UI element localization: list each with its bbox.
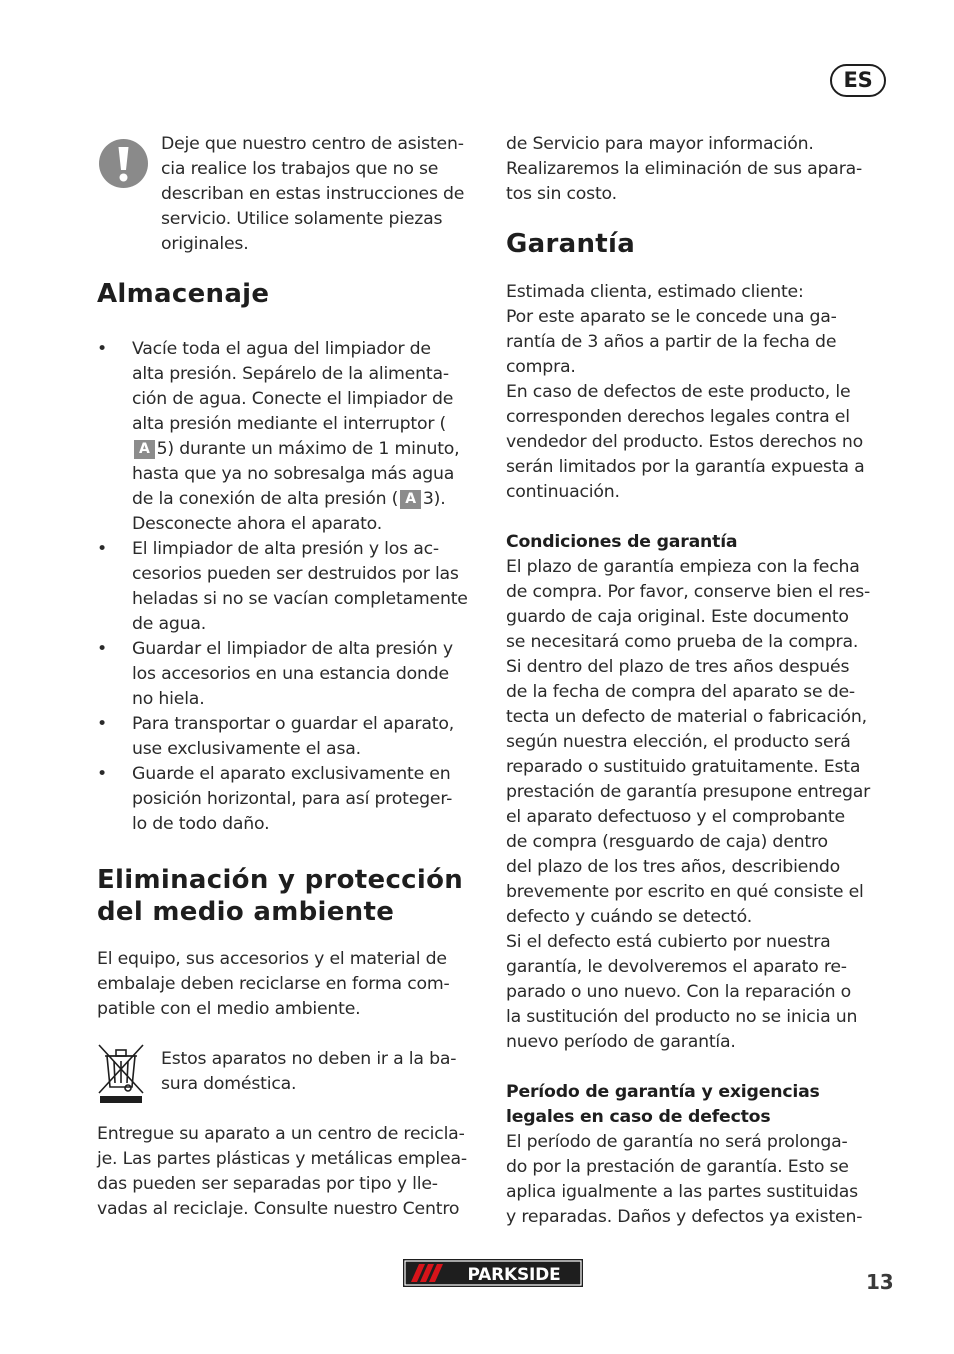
notice-text: Deje que nuestro centro de asisten- cia realice los trabajos que no se describan en estas instrucciones de servicio. Utilice solamente piezas originales. (161, 134, 465, 254)
conditions-paragraph: El plazo de garantía empieza con la fecha de compra. Por favor, conserve bien el res- guardo de caja original. Este documento se necesitará como prueba de la compra. Si dentro del plazo de tres años después de la fecha de compra del aparato se de- tecta un defecto de material o fabricación, según nuestra elección, el producto será reparado o sustituido gratuitamente. Esta prestación de garantía presupone entregar el aparato defectuoso y el comprobante de compra (resguardo de caja) dentro del plazo de los tres años, describiendo brevemente por escrito en qué consiste el defecto y cuándo se detectó. Si el defecto está cubierto por nuestra garantía, le devolveremos el aparato re- parado o uno nuevo. Con la reparación o la sustitución del producto no se inicia un nuevo período de garantía. (506, 557, 871, 1052)
weee-notice: Estos aparatos no deben ir a la ba- sura doméstica. (97, 1047, 487, 1097)
warranty-paragraph: Estimada clienta, estimado cliente: Por este aparato se le concede una ga- rantía de 3 años a partir de la fecha de compra. En caso de defectos de este producto, le corresponden derechos legales contra el vendedor del producto. Estos derechos no serán limitados por la garantía expuesta a continuación. (506, 282, 865, 502)
disposal-heading: Eliminación y protección del medio ambiente (97, 865, 464, 927)
language-badge: ES (830, 64, 886, 97)
svg-text:PARKSIDE: PARKSIDE (467, 1265, 561, 1285)
storage-heading: Almacenaje (97, 279, 270, 309)
figure-ref-badge: A (134, 440, 155, 459)
period-subheading: Período de garantía y exigencias legales en caso de defectos (506, 1082, 820, 1127)
left-column (97, 132, 487, 1222)
right-column (506, 132, 898, 1230)
disposal-paragraph: El equipo, sus accesorios y el material de embalaje deben reciclarse en forma com- patible con el medio ambiente. (97, 949, 450, 1019)
crossed-out-bin-icon (97, 1043, 145, 1105)
list-item: • Guarde el aparato exclusivamente en posición horizontal, para así proteger- lo de todo daño. (97, 762, 487, 837)
page-number: 13 (866, 1270, 894, 1294)
list-item: • Guardar el limpiador de alta presión y los accesorios en una estancia donde no hiela. (97, 637, 487, 712)
list-item: • Vacíe toda el agua del limpiador de alta presión. Sepárelo de la alimenta- ción de agua. Conecte el limpiador de alta presión mediante el interruptor ( A 5) durante un máximo de 1 minuto, hasta que ya no sobresalga más agua de la conexión de alta presión ( A 3). Desconecte ahora el aparato. (97, 337, 487, 537)
period-paragraph: El período de garantía no será prolonga- do por la prestación de garantía. Esto se aplica igualmente a las partes sustituidas y reparadas. Daños y defectos ya existen- (506, 1132, 863, 1227)
recycle-paragraph: Entregue su aparato a un centro de recicla- je. Las partes plásticas y metálicas emplea- das pueden ser separadas por tipo y lle- vadas al reciclaje. Consulte nuestro Centro (97, 1124, 467, 1219)
storage-list (97, 337, 487, 837)
warranty-heading: Garantía (506, 229, 636, 259)
parkside-logo (403, 1259, 583, 1287)
service-paragraph: de Servicio para mayor información. Realizaremos la eliminación de sus apara- tos sin costo. (506, 134, 863, 204)
list-item: • El limpiador de alta presión y los ac- cesorios pueden ser destruidos por las heladas si no se vacían completamente de agua. (97, 537, 487, 637)
list-item: • Para transportar o guardar el aparato, use exclusivamente el asa. (97, 712, 487, 762)
figure-ref-badge: A (400, 490, 421, 509)
conditions-subheading: Condiciones de garantía (506, 532, 738, 552)
